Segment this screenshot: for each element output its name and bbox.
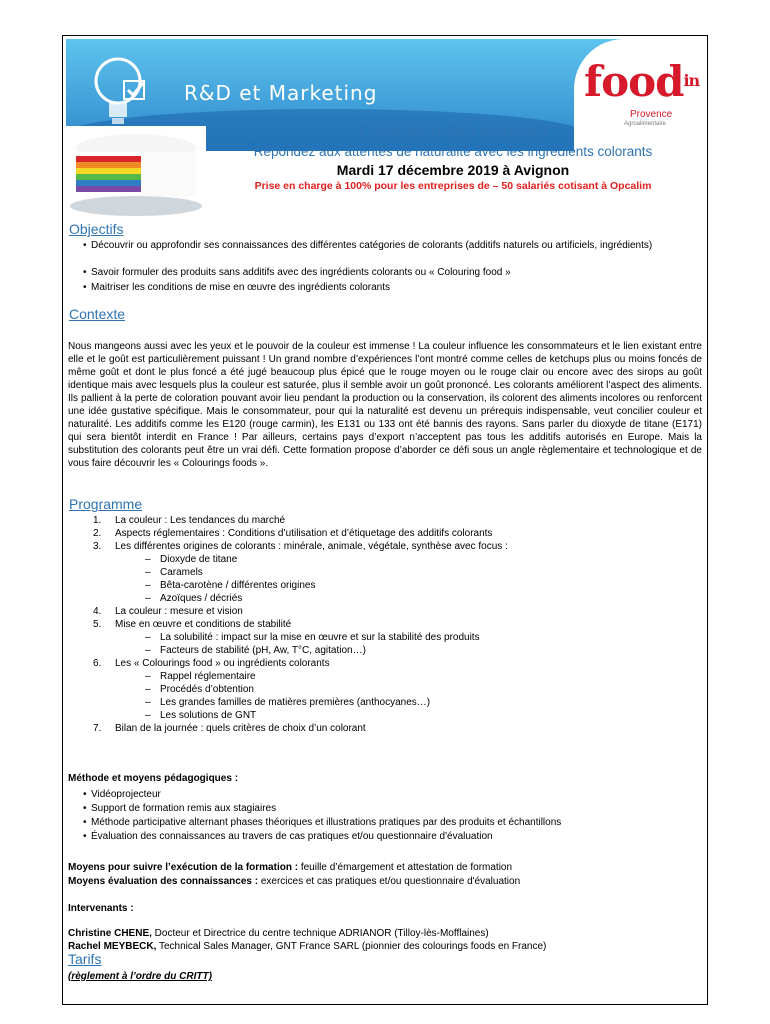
list-item: • Découvrir ou approfondir ses connaissances des différentes catégories de colorants (additifs naturels ou artificiels, ingrédients) <box>83 240 653 251</box>
intervenant-2: Rachel MEYBECK, Technical Sales Manager, GNT France SARL (pionnier des colourings foods en France) <box>68 941 547 952</box>
programme-item: La couleur : mesure et vision <box>115 606 243 617</box>
methode-heading: Méthode et moyens pédagogiques : <box>68 773 239 784</box>
tarifs-heading: Tarifs <box>68 951 102 967</box>
list-dash: – <box>145 697 151 708</box>
programme-subitem: Caramels <box>160 567 203 578</box>
programme-subitem: Dioxyde de titane <box>160 554 238 565</box>
intervenants-heading: Intervenants : <box>68 903 134 914</box>
list-dash: – <box>145 580 151 591</box>
moyens-suivi: Moyens pour suivre l’exécution de la formation : feuille d’émargement et attestation de formation <box>68 862 513 873</box>
list-dash: – <box>145 684 151 695</box>
programme-item: La couleur : Les tendances du marché <box>115 515 286 526</box>
programme-subitem: La solubilité : impact sur la mise en œuvre et sur la stabilité des produits <box>160 632 480 643</box>
list-number: 3. <box>93 541 102 552</box>
rainbow-cake-image <box>66 126 206 221</box>
programme-subitem: Bêta-carotène / différentes origines <box>160 580 316 591</box>
list-number: 5. <box>93 619 102 630</box>
list-dash: – <box>145 710 151 721</box>
programme-heading: Programme <box>69 496 143 512</box>
programme-subitem: Azoïques / décriés <box>160 593 243 604</box>
lightbulb-icon <box>88 51 148 135</box>
programme-item: Bilan de la journée : quels critères de choix d’un colorant <box>115 723 366 734</box>
list-item: • Méthode participative alternant phases théoriques et illustrations pratiques par des produits et échantillons <box>83 817 562 828</box>
list-number: 4. <box>93 606 102 617</box>
list-number: 6. <box>93 658 102 669</box>
list-item: • Support de formation remis aux stagiaires <box>83 803 277 814</box>
contexte-paragraph: Nous mangeons aussi avec les yeux et le pouvoir de la couleur est immense ! La couleur influence les consommateurs et le lien existant entre elle et le goût est particulièrement puissant ! Un grand nombre d’expériences l’ont montré comme celles de ketchups plus ou moins foncés de même goût et dont le plus foncé a été jugé beaucoup plus épicé que le rouge moyen ou le rouge clair ou encore avec des sirops au goût identique mais avec lesquels plus la couleur est saturée, plus il semble avoir un goût prononcé. Les colorants améliorent l’aspect des aliments. Ils pallient à la perte de coloration pouvant avoir lieu pendant la production ou la conservation, ils colorent des aliments incolores ou renforcent une idée gustative spécifique. Mais le consommateur, pour qui la naturalité est devenu un prérequis indispensable, veut concilier couleur et naturalité. Les additifs comme les E120 (rouge carmin), les E131 ou 133 ont été bannis des rayons. Sans parler du dioxyde de titane (E171) qui sera bientôt interdit en France ! Par ailleurs, certains pays d’export n’acceptent pas tous les additifs autorisés en Europe. Mais la substitution des colorants peut être un vrai défi. Cette formation propose d’aborder ce défi sous un angle règlementaire et technologique et de vous faire découvrir les « Colourings foods ». <box>68 341 702 469</box>
list-item: • Évaluation des connaissances au travers de cas pratiques et/ou questionnaire d'évaluation <box>83 831 493 842</box>
programme-subitem: Facteurs de stabilité (pH, Aw, T°C, agitation…) <box>160 645 366 656</box>
list-dash: – <box>145 671 151 682</box>
page-subtitle: Répondez aux attentes de naturalité avec les ingrédients colorants <box>253 144 653 159</box>
logo-text: food$^{in}$ <box>584 57 700 106</box>
programme-item: Les différentes origines de colorants : minérale, animale, végétale, synthèse avec focus : <box>115 541 508 552</box>
programme-item: Les « Colourings food » ou ingrédients colorants <box>115 658 330 669</box>
intervenant-1: Christine CHENE, Docteur et Directrice du centre technique ADRIANOR (Tilloy-lès-Mofflaines) <box>68 928 489 939</box>
list-dash: – <box>145 632 151 643</box>
tarifs-note: (règlement à l’ordre du CRITT) <box>68 971 212 982</box>
objectifs-heading: Objectifs <box>69 221 124 237</box>
document-page <box>62 35 708 1005</box>
list-number: 7. <box>93 723 102 734</box>
page-title: Coloration des aliments <box>358 121 548 141</box>
programme-subitem: Procédés d’obtention <box>160 684 254 695</box>
list-dash: – <box>145 593 151 604</box>
funding-note: Prise en charge à 100% pour les entreprises de – 50 salariés cotisant à Opcalim <box>254 180 652 192</box>
list-item: • Maitriser les conditions de mise en œuvre des ingrédients colorants <box>83 282 391 293</box>
list-number: 1. <box>93 515 102 526</box>
programme-subitem: Les grandes familles de matières premières (anthocyanes…) <box>160 697 431 708</box>
event-date: Mardi 17 décembre 2019 à Avignon <box>336 162 570 178</box>
list-item: • Savoir formuler des produits sans additifs avec des ingrédients colorants ou « Colouring food » <box>83 267 511 278</box>
list-number: 2. <box>93 528 102 539</box>
list-dash: – <box>145 645 151 656</box>
moyens-evaluation: Moyens évaluation des connaissances : exercices et cas pratiques et/ou questionnaire d'évaluation <box>68 876 521 887</box>
logo-tagline: Agroalimentaire <box>624 121 667 127</box>
programme-subitem: Les solutions de GNT <box>160 710 257 721</box>
list-dash: – <box>145 554 151 565</box>
logo-subtitle: Provence <box>630 109 673 120</box>
list-item: • Vidéoprojecteur <box>83 789 161 800</box>
contexte-heading: Contexte <box>69 306 126 322</box>
banner-title: R&D et Marketing <box>184 81 378 105</box>
list-dash: – <box>145 567 151 578</box>
programme-item: Aspects réglementaires : Conditions d’utilisation et d’étiquetage des additifs colorants <box>115 528 493 539</box>
programme-item: Mise en œuvre et conditions de stabilité <box>115 619 292 630</box>
programme-subitem: Rappel réglementaire <box>160 671 256 682</box>
